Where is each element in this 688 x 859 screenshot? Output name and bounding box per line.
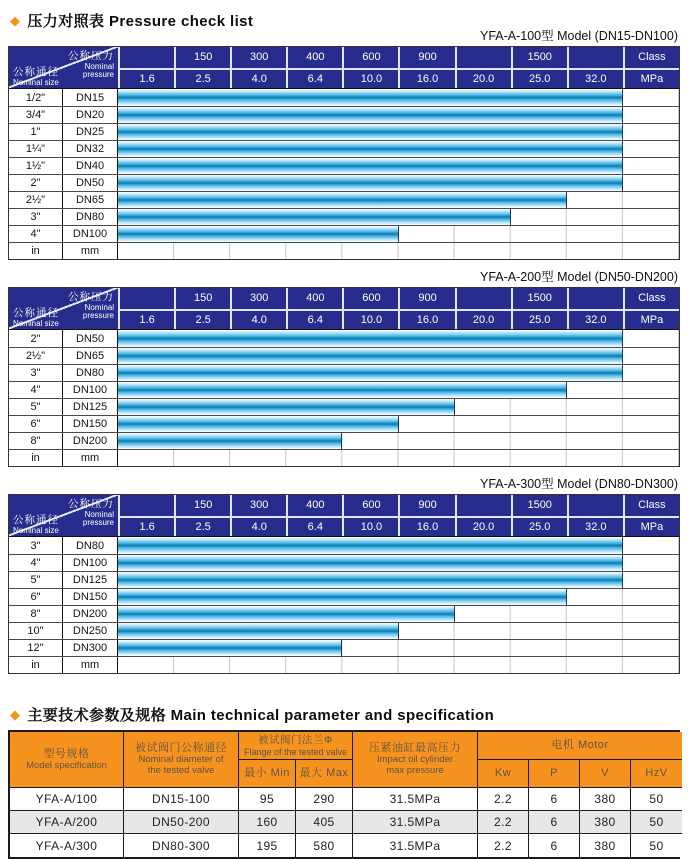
mpa-header-cell: 1.6 <box>118 68 174 89</box>
mpa-header-row <box>118 309 679 330</box>
nominal-size-inch: 12" <box>9 640 63 656</box>
class-header-cell <box>118 47 174 68</box>
table-row <box>9 347 679 364</box>
mpa-header-cell: 1.6 <box>118 516 174 537</box>
spec-header-hz: HzV <box>631 760 682 788</box>
table-row <box>9 537 679 554</box>
mpa-header-cell: 25.0 <box>511 516 567 537</box>
pressure-bar <box>118 416 399 432</box>
pressure-bar <box>118 589 567 605</box>
class-header-cell: 900 <box>398 47 454 68</box>
pressure-table-header <box>9 288 679 330</box>
unit-footer-row <box>9 449 679 466</box>
pressure-bar <box>118 89 623 106</box>
spec-cell-hz: 50 <box>631 834 682 857</box>
pressure-bar-track <box>118 330 679 347</box>
nominal-size-dn: DN50 <box>63 330 118 347</box>
class-header-cell: 400 <box>286 495 342 516</box>
diagonal-header-cell <box>9 47 118 88</box>
footer-unit-mm: mm <box>63 657 118 673</box>
table-caption-yfa-a-200: YFA-A-200型 Model (DN50-DN200) <box>480 270 678 284</box>
mpa-header-cell: 16.0 <box>398 68 454 89</box>
corner-pressure-label: 公称压力 Nominal pressure <box>68 50 114 80</box>
spec-cell-diameter: DN80-300 <box>124 834 239 857</box>
spec-table <box>8 730 680 859</box>
class-header-cell: 150 <box>174 47 230 68</box>
corner-pressure-label: 公称压力 Nominal pressure <box>68 498 114 528</box>
table-row <box>9 191 679 208</box>
pressure-bar <box>118 433 342 449</box>
mpa-header-cell: 25.0 <box>511 309 567 330</box>
class-header-cell: 600 <box>342 288 398 309</box>
class-header-cell: 1500 <box>511 47 567 68</box>
spec-cell-v: 380 <box>580 788 631 811</box>
class-header-cell: 150 <box>174 288 230 309</box>
spec-cell-kw: 2.2 <box>478 834 529 857</box>
spec-section-title-text: 主要技术参数及规格 Main technical parameter and specification <box>27 707 495 724</box>
nominal-size-inch: 4" <box>9 226 63 242</box>
mpa-header-cell: 20.0 <box>455 68 511 89</box>
class-header-cell: 1500 <box>511 495 567 516</box>
spec-header-max: 最大 Max <box>296 760 353 788</box>
table-row <box>9 106 679 123</box>
spec-header-flange: 被试阀门法兰Φ Flange of the tested valve <box>239 732 353 760</box>
spec-cell-p: 6 <box>529 811 580 834</box>
pressure-bar-track <box>118 209 679 225</box>
spec-cell-model: YFA-A/100 <box>10 788 124 811</box>
table-row <box>9 89 679 106</box>
nominal-size-dn: DN32 <box>63 141 118 157</box>
pressure-bar-track <box>118 572 679 588</box>
nominal-size-inch: 8" <box>9 606 63 622</box>
nominal-size-inch: 1¼" <box>9 141 63 157</box>
pressure-bar-track <box>118 158 679 174</box>
mpa-header-cell: 4.0 <box>230 516 286 537</box>
spec-cell-kw: 2.2 <box>478 788 529 811</box>
nominal-size-dn: DN125 <box>63 399 118 415</box>
mpa-header-cell: MPa <box>623 516 679 537</box>
corner-size-label: 公称通径 Nominal size <box>13 513 59 535</box>
nominal-size-inch: 2" <box>9 330 63 347</box>
mpa-header-cell: 2.5 <box>174 68 230 89</box>
table-row <box>9 225 679 242</box>
table-row <box>9 554 679 571</box>
spec-cell-p: 6 <box>529 834 580 857</box>
class-header-cell: 400 <box>286 47 342 68</box>
mpa-header-cell: 20.0 <box>455 309 511 330</box>
nominal-size-dn: DN150 <box>63 416 118 432</box>
pressure-table-body <box>9 537 679 656</box>
mpa-header-cell: 10.0 <box>342 309 398 330</box>
class-header-cell: 300 <box>230 288 286 309</box>
pressure-bar <box>118 175 623 191</box>
table-row <box>9 123 679 140</box>
table-row <box>9 208 679 225</box>
pressure-bar-track <box>118 175 679 191</box>
diamond-icon: ◆ <box>10 707 21 722</box>
class-header-cell <box>567 495 623 516</box>
footer-unit-in: in <box>9 450 63 466</box>
class-header-cell: 300 <box>230 47 286 68</box>
spec-cell-diameter: DN50-200 <box>124 811 239 834</box>
spec-cell-pressure: 31.5MPa <box>353 834 478 857</box>
spec-cell-v: 380 <box>580 811 631 834</box>
table-row <box>9 415 679 432</box>
spec-cell-hz: 50 <box>631 788 682 811</box>
pressure-bar-track <box>118 124 679 140</box>
nominal-size-dn: DN100 <box>63 226 118 242</box>
footer-unit-in: in <box>9 243 63 259</box>
table-row <box>9 157 679 174</box>
pressure-bar <box>118 382 567 398</box>
table-caption-yfa-a-300: YFA-A-300型 Model (DN80-DN300) <box>480 477 678 491</box>
pressure-table-header <box>9 47 679 89</box>
spec-cell-min: 160 <box>239 811 296 834</box>
class-header-cell: 150 <box>174 495 230 516</box>
table-row <box>9 364 679 381</box>
footer-unit-mm: mm <box>63 450 118 466</box>
pressure-table-body <box>9 89 679 242</box>
nominal-size-dn: DN80 <box>63 209 118 225</box>
spec-cell-model: YFA-A/300 <box>10 834 124 857</box>
nominal-size-dn: DN25 <box>63 124 118 140</box>
nominal-size-inch: 5" <box>9 572 63 588</box>
class-header-cell: 900 <box>398 495 454 516</box>
mpa-header-cell: 4.0 <box>230 309 286 330</box>
pressure-bar <box>118 606 455 622</box>
nominal-size-dn: DN150 <box>63 589 118 605</box>
mpa-header-cell: 6.4 <box>286 68 342 89</box>
table-row <box>9 639 679 656</box>
nominal-size-dn: DN100 <box>63 555 118 571</box>
mpa-header-cell: 16.0 <box>398 516 454 537</box>
corner-size-label: 公称通径 Nominal size <box>13 306 59 328</box>
mpa-header-cell: 6.4 <box>286 309 342 330</box>
spec-cell-min: 195 <box>239 834 296 857</box>
nominal-size-dn: DN125 <box>63 572 118 588</box>
spec-cell-max: 580 <box>296 834 353 857</box>
nominal-size-inch: 1/2" <box>9 89 63 106</box>
pressure-section-title <box>10 10 680 31</box>
nominal-size-dn: DN20 <box>63 107 118 123</box>
pressure-bar-track <box>118 537 679 554</box>
spec-cell-min: 95 <box>239 788 296 811</box>
nominal-size-inch: 2½" <box>9 348 63 364</box>
table-row <box>9 588 679 605</box>
footer-track <box>118 243 679 259</box>
pressure-bar-track <box>118 89 679 106</box>
class-header-cell <box>118 495 174 516</box>
nominal-size-inch: 6" <box>9 416 63 432</box>
nominal-size-inch: 5" <box>9 399 63 415</box>
pressure-bar-track <box>118 416 679 432</box>
mpa-header-cell: 32.0 <box>567 516 623 537</box>
nominal-size-dn: DN65 <box>63 348 118 364</box>
nominal-size-inch: 2" <box>9 175 63 191</box>
class-header-row <box>118 288 679 309</box>
mpa-header-cell: 2.5 <box>174 516 230 537</box>
class-header-cell <box>455 47 511 68</box>
pressure-table-header <box>9 495 679 537</box>
spec-cell-max: 290 <box>296 788 353 811</box>
pressure-bar <box>118 330 623 347</box>
table-caption-yfa-a-100: YFA-A-100型 Model (DN15-DN100) <box>480 29 678 43</box>
pressure-bar <box>118 124 623 140</box>
nominal-size-dn: DN40 <box>63 158 118 174</box>
nominal-size-inch: 3" <box>9 365 63 381</box>
pressure-bar <box>118 107 623 123</box>
class-header-row <box>118 47 679 68</box>
mpa-header-cell: MPa <box>623 309 679 330</box>
mpa-header-cell: 4.0 <box>230 68 286 89</box>
pressure-bar <box>118 226 399 242</box>
spec-cell-kw: 2.2 <box>478 811 529 834</box>
pressure-bar-track <box>118 141 679 157</box>
spec-header-model: 型号规格 Model specification <box>10 732 124 788</box>
footer-track <box>118 657 679 673</box>
class-header-cell: Class <box>623 495 679 516</box>
class-header-cell: 600 <box>342 47 398 68</box>
spec-cell-v: 380 <box>580 834 631 857</box>
pressure-bar <box>118 399 455 415</box>
table-row <box>9 398 679 415</box>
nominal-size-inch: 3/4" <box>9 107 63 123</box>
mpa-header-cell: 1.6 <box>118 309 174 330</box>
spec-cell-diameter: DN15-100 <box>124 788 239 811</box>
spec-cell-model: YFA-A/200 <box>10 811 124 834</box>
class-header-cell <box>567 288 623 309</box>
class-header-cell: 600 <box>342 495 398 516</box>
class-header-cell: 1500 <box>511 288 567 309</box>
spec-cell-max: 405 <box>296 811 353 834</box>
nominal-size-dn: DN80 <box>63 537 118 554</box>
nominal-size-dn: DN200 <box>63 606 118 622</box>
pressure-bar-track <box>118 640 679 656</box>
table-row <box>9 605 679 622</box>
class-header-cell: 400 <box>286 288 342 309</box>
class-header-cell: 300 <box>230 495 286 516</box>
nominal-size-inch: 8" <box>9 433 63 449</box>
unit-footer-row <box>9 242 679 259</box>
mpa-header-cell: MPa <box>623 68 679 89</box>
spec-header-cylinder: 压紧油缸最高压力 Impact oil cylinder max pressure <box>353 732 478 788</box>
spec-cell-pressure: 31.5MPa <box>353 788 478 811</box>
table-row <box>9 381 679 398</box>
mpa-header-cell: 16.0 <box>398 309 454 330</box>
spec-section-title <box>10 704 680 725</box>
mpa-header-row <box>118 516 679 537</box>
class-header-cell <box>455 288 511 309</box>
corner-size-label: 公称通径 Nominal size <box>13 65 59 87</box>
pressure-section-title-text: 压力对照表 Pressure check list <box>27 13 254 30</box>
nominal-size-inch: 3" <box>9 209 63 225</box>
nominal-size-dn: DN100 <box>63 382 118 398</box>
table-row <box>9 174 679 191</box>
pressure-bar-track <box>118 555 679 571</box>
nominal-size-dn: DN65 <box>63 192 118 208</box>
pressure-bar-track <box>118 623 679 639</box>
pressure-bar-track <box>118 589 679 605</box>
pressure-bar <box>118 365 623 381</box>
nominal-size-dn: DN250 <box>63 623 118 639</box>
nominal-size-inch: 1" <box>9 124 63 140</box>
spec-header-v: V <box>580 760 631 788</box>
pressure-table-200 <box>8 287 680 467</box>
spec-cell-hz: 50 <box>631 811 682 834</box>
mpa-header-cell: 10.0 <box>342 516 398 537</box>
pressure-bar-track <box>118 606 679 622</box>
mpa-header-cell: 20.0 <box>455 516 511 537</box>
pressure-bar-track <box>118 226 679 242</box>
diagonal-header-cell <box>9 288 118 329</box>
table-row <box>9 140 679 157</box>
pressure-bar <box>118 209 511 225</box>
nominal-size-inch: 6" <box>9 589 63 605</box>
nominal-size-inch: 1½" <box>9 158 63 174</box>
corner-pressure-label: 公称压力 Nominal pressure <box>68 291 114 321</box>
pressure-bar-track <box>118 399 679 415</box>
pressure-bar-track <box>118 192 679 208</box>
class-header-cell: Class <box>623 288 679 309</box>
pressure-bar <box>118 623 399 639</box>
pressure-bar <box>118 348 623 364</box>
mpa-header-cell: 6.4 <box>286 516 342 537</box>
spec-header-kw: Kw <box>478 760 529 788</box>
class-header-cell <box>118 288 174 309</box>
nominal-size-dn: DN80 <box>63 365 118 381</box>
spec-header-p: P <box>529 760 580 788</box>
pressure-bar <box>118 537 623 554</box>
nominal-size-inch: 4" <box>9 382 63 398</box>
spec-header-min: 最小 Min <box>239 760 296 788</box>
spec-header-motor: 电机 Motor <box>478 732 682 760</box>
table-row <box>9 622 679 639</box>
mpa-header-cell: 10.0 <box>342 68 398 89</box>
mpa-header-cell: 32.0 <box>567 68 623 89</box>
pressure-bar <box>118 640 342 656</box>
table-row <box>9 571 679 588</box>
unit-footer-row <box>9 656 679 673</box>
spec-header-diameter: 被试阀门公称通径 Nominal diameter of the tested valve <box>124 732 239 788</box>
table-row <box>9 432 679 449</box>
nominal-size-dn: DN300 <box>63 640 118 656</box>
pressure-table-300 <box>8 494 680 674</box>
pressure-bar <box>118 192 567 208</box>
spec-cell-pressure: 31.5MPa <box>353 811 478 834</box>
nominal-size-dn: DN15 <box>63 89 118 106</box>
nominal-size-inch: 2½" <box>9 192 63 208</box>
footer-unit-in: in <box>9 657 63 673</box>
nominal-size-inch: 10" <box>9 623 63 639</box>
footer-unit-mm: mm <box>63 243 118 259</box>
pressure-bar <box>118 141 623 157</box>
footer-track <box>118 450 679 466</box>
pressure-bar-track <box>118 348 679 364</box>
pressure-bar-track <box>118 382 679 398</box>
class-header-row <box>118 495 679 516</box>
pressure-bar <box>118 555 623 571</box>
pressure-bar-track <box>118 433 679 449</box>
class-header-cell: 900 <box>398 288 454 309</box>
class-header-cell: Class <box>623 47 679 68</box>
class-header-cell <box>455 495 511 516</box>
pressure-bar-track <box>118 365 679 381</box>
spec-cell-p: 6 <box>529 788 580 811</box>
class-header-cell <box>567 47 623 68</box>
nominal-size-inch: 3" <box>9 537 63 554</box>
mpa-header-cell: 25.0 <box>511 68 567 89</box>
diagonal-header-cell <box>9 495 118 536</box>
table-row <box>9 330 679 347</box>
pressure-bar-track <box>118 107 679 123</box>
nominal-size-dn: DN50 <box>63 175 118 191</box>
pressure-bar <box>118 572 623 588</box>
mpa-header-cell: 32.0 <box>567 309 623 330</box>
nominal-size-dn: DN200 <box>63 433 118 449</box>
pressure-table-body <box>9 330 679 449</box>
diamond-icon: ◆ <box>10 13 21 28</box>
mpa-header-cell: 2.5 <box>174 309 230 330</box>
pressure-bar <box>118 158 623 174</box>
mpa-header-row <box>118 68 679 89</box>
pressure-table-100 <box>8 46 680 260</box>
nominal-size-inch: 4" <box>9 555 63 571</box>
